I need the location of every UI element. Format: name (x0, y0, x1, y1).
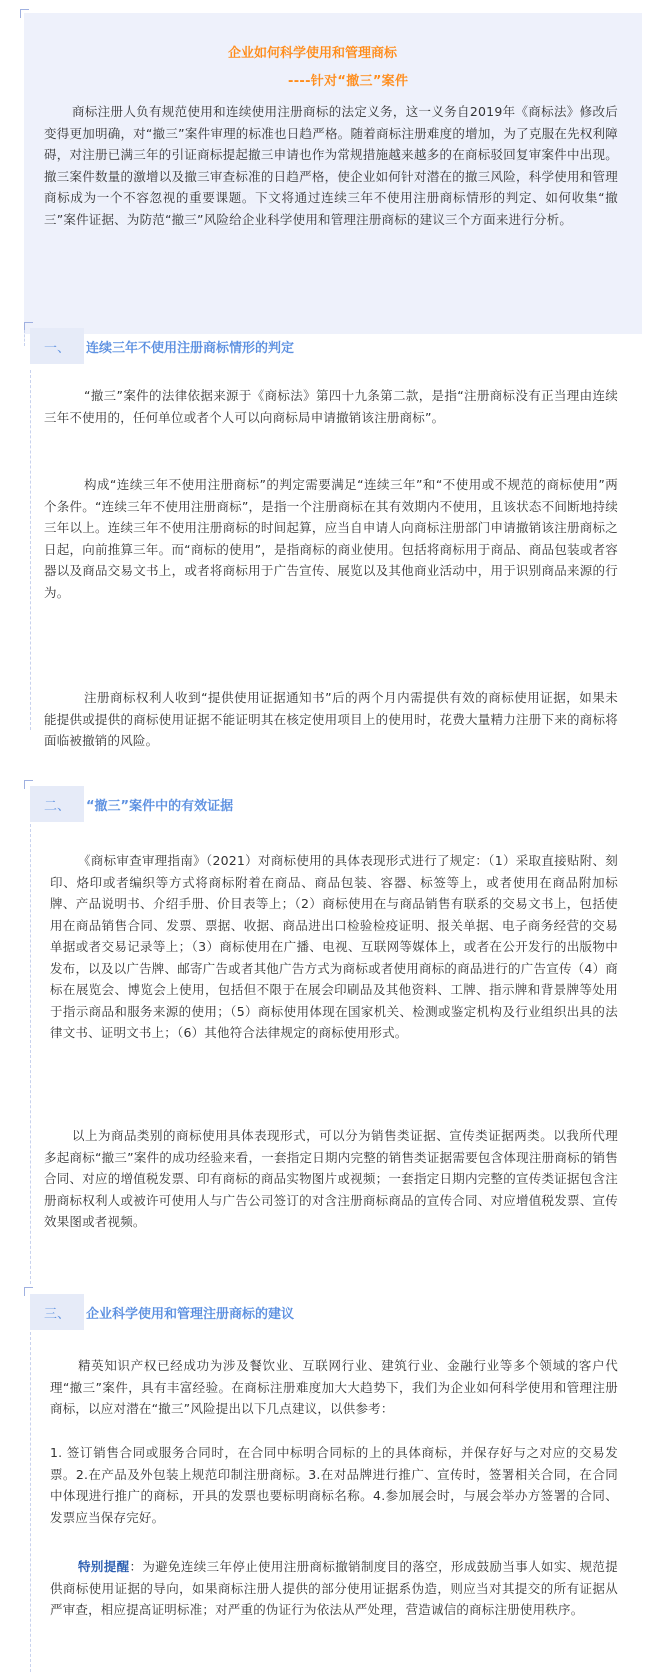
section-1-paragraph-2: 构成“连续三年不使用注册商标”的判定需要满足“连续三年”和“不使用或不规范的商标使用”两个条件。“连续三年不使用注册商标”，是指一个注册商标在其有效期内不使用，且该状态不间断地持续三年以上。连续三年不使用注册商标的时间起算，应当自申请人向商标注册部门申请撤销该注册商标之日起，向前推算三年。而“商标的使用”，是指商标的商业使用。包括将商标用于商品、商品包装或者容器以及商品交易文书上，或者将商标用于广告宣传、展览以及其他商业活动中，用于识别商品来源的行为。 (44, 477, 618, 600)
section-1-heading (30, 328, 430, 364)
section-3-title: 企业科学使用和管理注册商标的建议 (86, 1307, 295, 1322)
section-2-paragraph-1: 《商标审查审理指南》（2021）对商标使用的具体表现形式进行了规定：（1）采取直接贴附、刻印、烙印或者编织等方式将商标附着在商品、商品包装、容器、标签等上，或者使用在商品附加标牌、产品说明书、介绍手册、价目表等上；（2）商标使用在与商品销售有联系的交易文书上，包括使用在商品销售合同、发票、票据、收据、商品进出口检验检疫证明、报关单据、电子商务经营的交易单据或者交易记录等上；（3）商标使用在广播、电视、互联网等媒体上，或者在公开发行的出版物中发布，以及以广告牌、邮寄广告或者其他广告方式为商标或者使用商标的商品进行的广告宣传（4）商标在展览会、博览会上使用，包括但不限于在展会印刷品及其他资料、工牌、指示牌和背景牌等处用于指示商品和服务来源的使用；（5）商标使用体现在国家机关、检测或鉴定机构及行业组织出具的法律文书、证明文书上；（6）其他符合法律规定的商标使用形式。 (50, 853, 618, 1040)
divider-line (30, 370, 31, 730)
section-2-title: “撤三”案件中的有效证据 (86, 799, 234, 814)
corner-mark (20, 9, 29, 18)
section-3-number: 三、 (30, 1294, 84, 1330)
article-subtitle: ----针对“撤三”案件 (288, 74, 409, 89)
divider-line (30, 1332, 31, 1672)
intro-paragraph: 商标注册人负有规范使用和连续使用注册商标的法定义务，这一义务自2019年《商标法》修改后变得更加明确，对“撤三”案件审理的标准也日趋严格。随着商标注册难度的增加，为了克服在先权利障碍，对注册已满三年的引证商标提起撤三申请也作为常规措施越来越多的在商标驳回复审案件中出现。撤三案件数量的激增以及撤三审查标准的日趋严格，使企业如何针对潜在的撤三风险，科学使用和管理商标成为一个不容忽视的重要课题。下文将通过连续三年不使用注册商标情形的判定、如何收集“撤三”案件证据、为防范“撤三”风险给企业科学使用和管理注册商标的建议三个方面来进行分析。 (44, 104, 618, 227)
special-reminder-text: ：为避免连续三年停止使用注册商标撤销制度目的落空，形成鼓励当事人如实、规范提供商标使用证据的导向，如果商标注册人提供的部分使用证据系伪造，则应当对其提交的所有证据从严审查，相应提高证明标准；对严重的伪证行为依法从严处理，营造诚信的商标注册使用秩序。 (50, 1559, 618, 1617)
section-1-paragraph-1: “撤三”案件的法律依据来源于《商标法》第四十九条第二款，是指“注册商标没有正当理由连续三年不使用的，任何单位或者个人可以向商标局申请撤销该注册商标”。 (44, 388, 618, 425)
special-reminder-paragraph (50, 1556, 618, 1621)
section-1-paragraph-3: 注册商标权利人收到“提供使用证据通知书”后的两个月内需提供有效的商标使用证据，如果未能提供或提供的商标使用证据不能证明其在核定使用项目上的使用时，花费大量精力注册下来的商标将面临被撤销的风险。 (44, 690, 618, 748)
divider-line (30, 824, 31, 1284)
section-2-number: 二、 (30, 786, 84, 822)
section-1-title: 连续三年不使用注册商标情形的判定 (86, 341, 295, 356)
divider-line (24, 330, 25, 346)
section-2-heading (30, 786, 430, 822)
section-1-number: 一、 (30, 328, 84, 364)
special-reminder-label: 特别提醒 (78, 1559, 130, 1574)
section-3-paragraph-1: 精英知识产权已经成功为涉及餐饮业、互联网行业、建筑行业、金融行业等多个领域的客户代理“撤三”案件，具有丰富经验。在商标注册难度加大大趋势下，我们为企业如何科学使用和管理注册商标，以应对潜在“撤三”风险提出以下几点建议，以供参考： (50, 1358, 618, 1416)
section-3-paragraph-2: 1. 签订销售合同或服务合同时，在合同中标明合同标的上的具体商标，并保存好与之对应的交易发票。2.在产品及外包装上规范印制注册商标。3.在对品牌进行推广、宣传时，签署相关合同，在合同中体现进行推广的商标，开具的发票也要标明商标名称。4.参加展会时，与展会举办方签署的合同、发票应当保存完好。 (50, 1445, 618, 1525)
section-2-paragraph-2: 以上为商品类别的商标使用具体表现形式，可以分为销售类证据、宣传类证据两类。以我所代理多起商标“撤三”案件的成功经验来看，一套指定日期内完整的销售类证据需要包含体现注册商标的销售合同、对应的增值税发票、印有商标的商品实物图片或视频；一套指定日期内完整的宣传类证据包含注册商标权利人或被许可使用人与广告公司签订的对含注册商标商品的宣传合同、对应增值税发票、宣传效果图或者视频。 (44, 1128, 618, 1229)
section-3-heading (30, 1294, 430, 1330)
article-title: 企业如何科学使用和管理商标 (228, 46, 398, 61)
